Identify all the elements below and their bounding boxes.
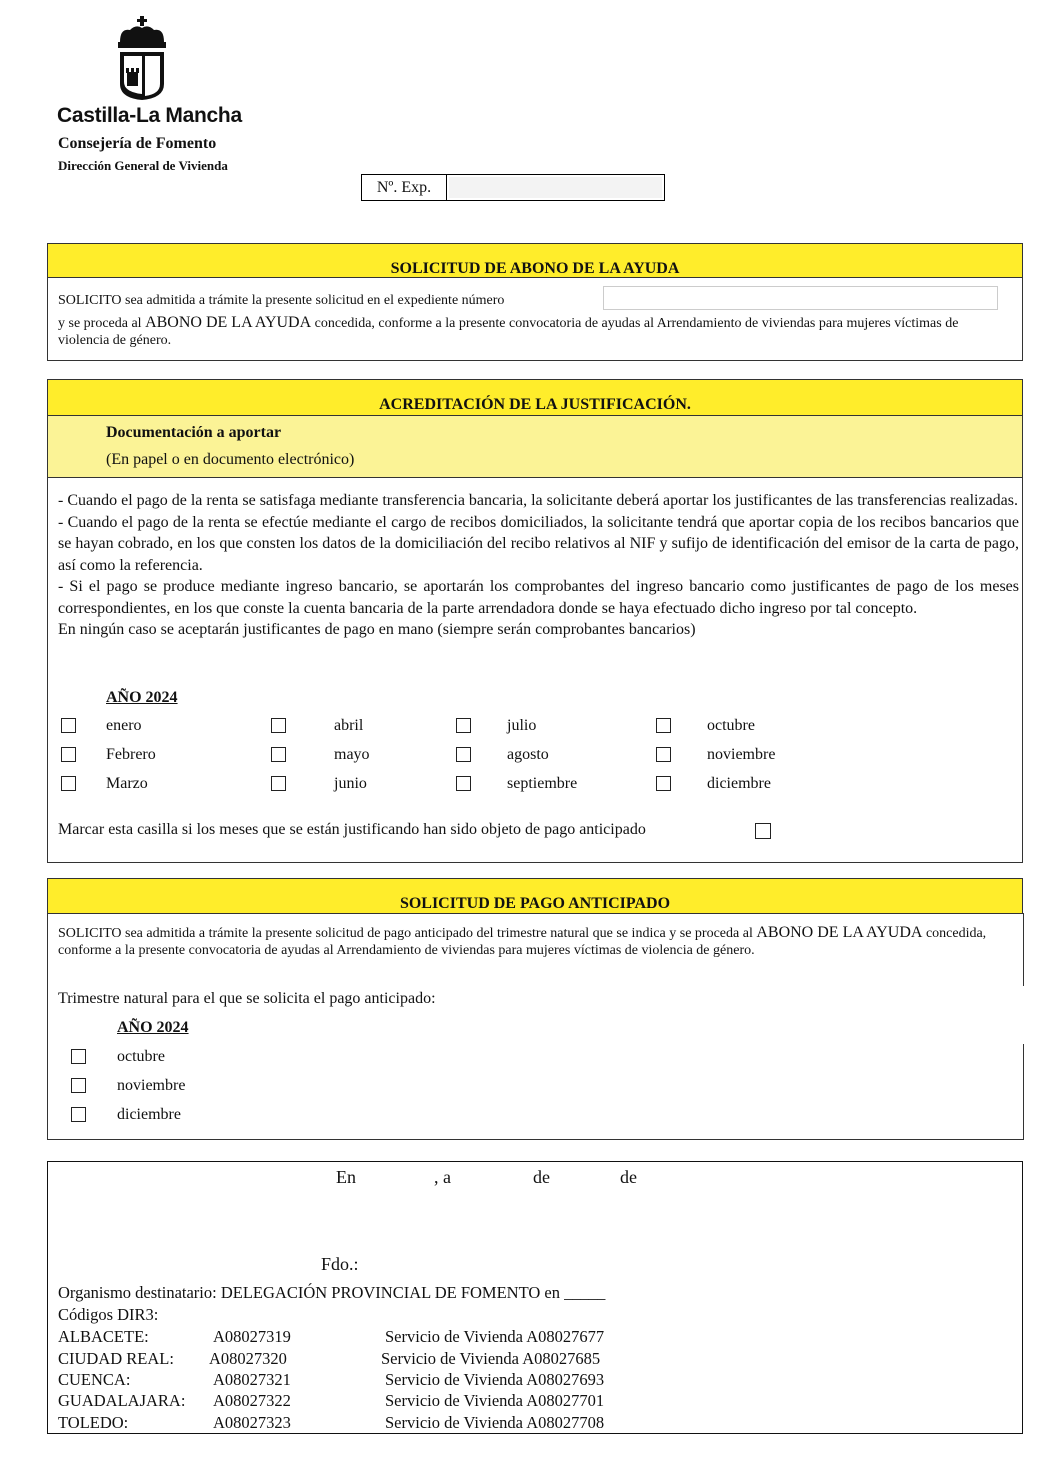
label-diciembre: diciembre — [707, 775, 771, 792]
checkbox-diciembre[interactable] — [656, 776, 671, 791]
serv-albacete: Servicio de Vivienda A08027677 — [385, 1327, 605, 1346]
checkbox-octubre[interactable] — [656, 718, 671, 733]
label-octubre: octubre — [707, 717, 755, 734]
label-pago-octubre: octubre — [117, 1048, 165, 1065]
label-pago-diciembre: diciembre — [117, 1106, 181, 1123]
label-agosto: agosto — [507, 746, 549, 763]
checkbox-pago-anticipado[interactable] — [755, 823, 771, 839]
pago-anticipado-label: Marcar esta casilla si los meses que se están justificando han sido objeto de pago anticipado — [58, 821, 646, 838]
serv-guadalajara: Servicio de Vivienda A08027701 — [385, 1391, 605, 1410]
checkbox-pago-diciembre[interactable] — [71, 1107, 86, 1122]
paragraph-ningun-caso: En ningún caso se aceptarán justificantes de pago en mano (siempre serán comprobantes bancarios) — [58, 621, 696, 638]
documentacion-subtitle: (En papel o en documento electrónico) — [106, 451, 355, 468]
direccion-name: Dirección General de Vivienda — [58, 158, 228, 173]
checkbox-febrero[interactable] — [61, 747, 76, 762]
organismo-destinatario: Organismo destinatario: DELEGACIÓN PROVINCIAL DE FOMENTO en _____ — [58, 1283, 606, 1302]
code-cuenca: A08027321 — [213, 1370, 291, 1389]
prov-cuenca: CUENCA: — [58, 1370, 131, 1389]
serv-ciudad-real: Servicio de Vivienda A08027685 — [381, 1349, 601, 1368]
code-toledo: A08027323 — [213, 1413, 291, 1432]
checkbox-mayo[interactable] — [271, 747, 286, 762]
expediente-numero-input[interactable] — [603, 286, 998, 310]
pago-year: AÑO 2024 — [117, 1019, 189, 1036]
label-febrero: Febrero — [106, 746, 156, 763]
code-albacete: A08027319 — [213, 1327, 291, 1346]
checkbox-julio[interactable] — [456, 718, 471, 733]
firma-section — [47, 1161, 1023, 1434]
acreditacion-year: AÑO 2024 — [106, 689, 178, 706]
prov-ciudad-real: CIUDAD REAL: — [58, 1349, 174, 1368]
codigos-dir3-label: Códigos DIR3: — [58, 1305, 159, 1324]
label-mayo: mayo — [334, 746, 370, 763]
prov-toledo: TOLEDO: — [58, 1413, 129, 1432]
checkbox-marzo[interactable] — [61, 776, 76, 791]
label-enero: enero — [106, 717, 142, 734]
checkbox-agosto[interactable] — [456, 747, 471, 762]
pago-anticipado-section — [47, 878, 1023, 1140]
trimestre-label: Trimestre natural para el que se solicita el pago anticipado: — [58, 990, 436, 1007]
checkbox-pago-noviembre[interactable] — [71, 1078, 86, 1093]
label-pago-noviembre: noviembre — [117, 1077, 186, 1094]
expediente-number-field[interactable] — [449, 177, 662, 198]
abono-line1: SOLICITO sea admitida a trámite la presente solicitud en el expediente número — [58, 293, 505, 308]
label-julio: julio — [507, 717, 537, 734]
label-marzo: Marzo — [106, 775, 148, 792]
abono-line2: y se proceda al ABONO DE LA AYUDA concedida, conforme a la presente convocatoria de ayudas al Arrendamiento de viviendas para mujeres víctimas de violencia de género. — [58, 314, 959, 348]
code-ciudad-real: A08027320 — [209, 1349, 287, 1368]
serv-cuenca: Servicio de Vivienda A08027693 — [385, 1370, 605, 1389]
acreditacion-text — [58, 490, 1019, 641]
label-noviembre: noviembre — [707, 746, 776, 763]
serv-toledo: Servicio de Vivienda A08027708 — [385, 1413, 605, 1432]
fecha-de-2: de — [620, 1167, 637, 1187]
paragraph-recibos: - Cuando el pago de la renta se efectúe mediante el cargo de recibos domiciliados, la solicitante tendrá que aportar copia de los recibos bancarios que se hayan cobrado, en los que consten los datos de la domiciliación del recibo relativos al NIF y sufijo de identificación del emisor de la carta de pago, así como la referencia. — [58, 513, 1019, 574]
firma-fdo: Fdo.: — [321, 1254, 359, 1274]
abono-section — [47, 243, 1023, 361]
pago-paragraph: SOLICITO sea admitida a trámite la presente solicitud de pago anticipado del trimestre natural que se indica y se proceda al ABONO DE LA AYUDA concedida, conforme a la presente convocatoria de ayudas al Arrendamiento de viviendas para mujeres víctimas de violencia de género. — [58, 924, 987, 958]
checkbox-septiembre[interactable] — [456, 776, 471, 791]
paragraph-ingreso: - Si el pago se produce mediante ingreso bancario, se aportarán los comprobantes del ingreso bancario como justificantes de pago de los meses correspondientes, en los que conste la cuenta bancaria de la parte arrendadora donde se haya efectuado dicho ingreso por tal concepto. — [58, 578, 1019, 617]
paragraph-transferencia: - Cuando el pago de la renta se satisfaga mediante transferencia bancaria, la solicitante deberá aportar los justificantes de las transferencias realizadas. — [58, 492, 1018, 509]
code-guadalajara: A08027322 — [213, 1391, 291, 1410]
acreditacion-section-title: ACREDITACIÓN DE LA JUSTIFICACIÓN. — [48, 380, 1022, 416]
lugar-en: En — [336, 1167, 356, 1187]
acreditacion-section — [47, 379, 1023, 863]
label-septiembre: septiembre — [507, 775, 578, 792]
prov-guadalajara: GUADALAJARA: — [58, 1391, 186, 1410]
pago-right-border — [1023, 913, 1024, 986]
consejeria-name: Consejería de Fomento — [58, 135, 217, 152]
lugar-a: , a — [434, 1167, 451, 1187]
expediente-number-label: Nº. Exp. — [362, 175, 447, 200]
pago-anticipado-title: SOLICITUD DE PAGO ANTICIPADO — [48, 879, 1023, 914]
documentacion-title: Documentación a aportar — [106, 424, 282, 441]
brand-name: Castilla-La Mancha — [57, 104, 242, 127]
checkbox-pago-octubre[interactable] — [71, 1049, 86, 1064]
expediente-number-box — [361, 174, 665, 201]
fecha-de-1: de — [533, 1167, 550, 1187]
pago-right-border-lower — [1023, 1044, 1024, 1140]
documentacion-bar — [48, 416, 1022, 478]
checkbox-noviembre[interactable] — [656, 747, 671, 762]
label-abril: abril — [334, 717, 364, 734]
label-junio: junio — [334, 775, 367, 792]
prov-albacete: ALBACETE: — [58, 1327, 149, 1346]
checkbox-enero[interactable] — [61, 718, 76, 733]
abono-section-title: SOLICITUD DE ABONO DE LA AYUDA — [48, 244, 1022, 278]
checkbox-junio[interactable] — [271, 776, 286, 791]
castilla-la-mancha-logo — [110, 14, 174, 102]
checkbox-abril[interactable] — [271, 718, 286, 733]
